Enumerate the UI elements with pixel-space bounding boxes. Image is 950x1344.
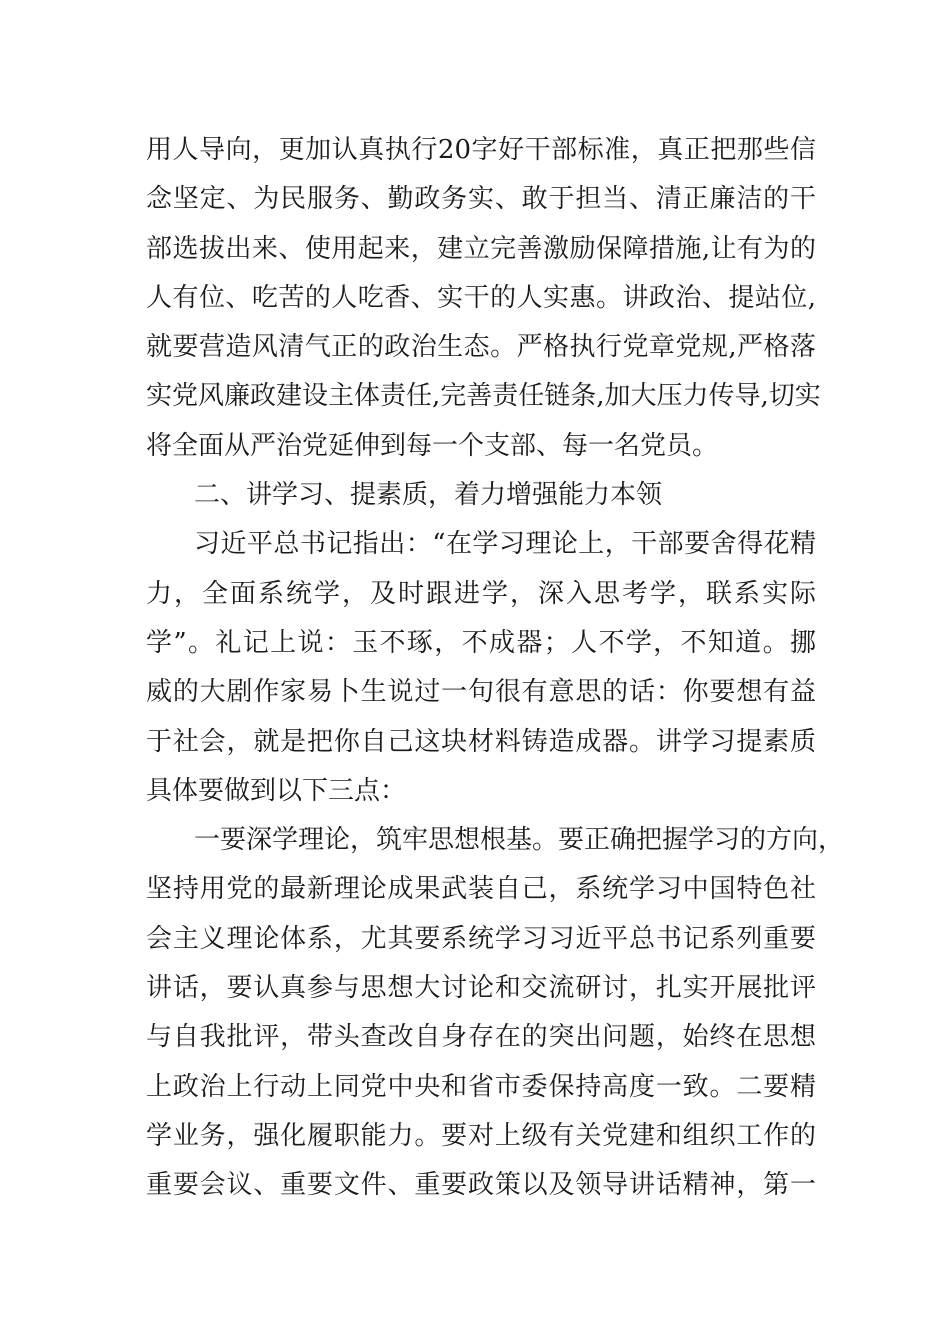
text-line: 用人导向，更加认真执行20字好干部标准，真正把那些信 [146,135,816,165]
text-line: 坚持用党的最新理论成果武装自己，系统学习中国特色社 [146,874,816,905]
text-line: 将全面从严治党延伸到每一个支部、每一名党员。 [146,430,719,461]
text-line: 实党风廉政建设主体责任,完善责任链条,加大压力传导,切实 [146,381,821,412]
text-line: 威的大剧作家易卜生说过一句很有意思的话：你要想有益 [146,677,816,708]
paragraph-party-conduct [146,126,821,471]
text-line: 念坚定、为民服务、勤政务实、敢于担当、清正廉洁的干 [146,184,816,215]
paragraph-xi-quote [146,520,816,816]
text-line: 一要深学理论，筑牢思想根基。要正确把握学习的方向， [194,825,845,856]
paragraph-study-theory [146,816,845,1210]
text-line: 于社会，就是把你自己这块材料铸造成器。讲学习提素质 [146,726,816,757]
text-line: 人有位、吃苦的人吃香、实干的人实惠。讲政治、提站位, [146,282,816,313]
text-line: 具体要做到以下三点： [146,775,407,806]
text-line: 与自我批评，带头查改自身存在的突出问题，始终在思想 [146,1022,816,1053]
text-line: 会主义理论体系，尤其要系统学习习近平总书记系列重要 [146,923,816,954]
text-line: 学业务，强化履职能力。要对上级有关党建和组织工作的 [146,1120,816,1151]
document-body [146,126,845,1211]
text-line: 重要会议、重要文件、重要政策以及领导讲话精神，第一 [146,1170,816,1201]
text-line: 部选拔出来、使用起来，建立完善激励保障措施,让有为的 [146,233,816,264]
text-line: 就要营造风清气正的政治生态。严格执行党章党规,严格落 [146,332,816,363]
text-line: 上政治上行动上同党中央和省市委保持高度一致。二要精 [146,1071,816,1102]
text-line: 学”。礼记上说：玉不琢，不成器；人不学，不知道。挪 [146,627,816,658]
text-line: 习近平总书记指出：“在学习理论上，干部要舍得花精 [194,529,816,560]
section-heading-learning [146,471,816,520]
text-line: 力，全面系统学，及时跟进学，深入思考学，联系实际 [146,578,816,609]
heading-line: 二、讲学习、提素质，着力增强能力本领 [194,480,663,511]
text-line: 讲话，要认真参与思想大讨论和交流研讨，扎实开展批评 [146,973,816,1004]
